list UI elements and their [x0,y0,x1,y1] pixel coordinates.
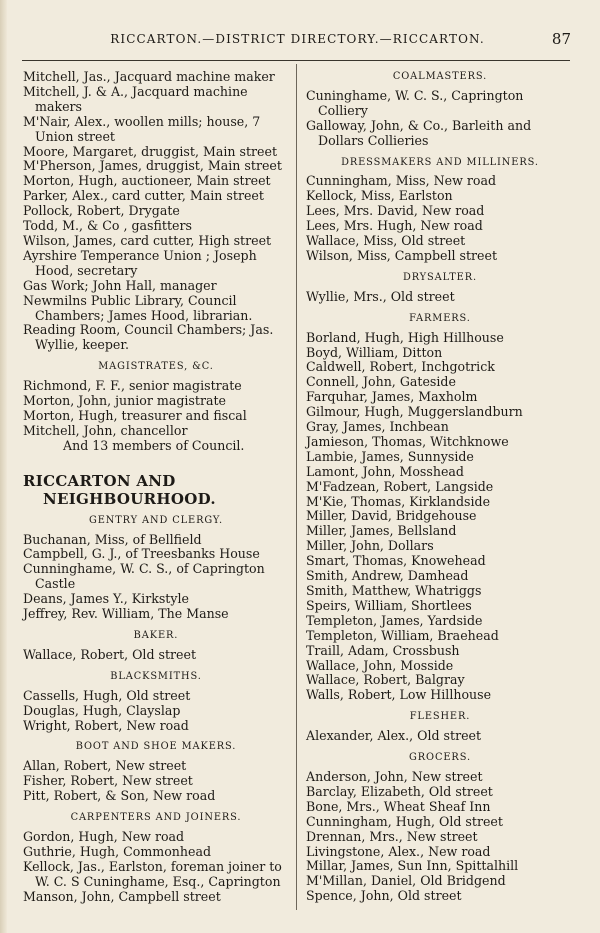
directory-entry: Gray, James, Inchbean [306,419,449,435]
section-heading-grocers: GROCERS. [409,752,471,764]
top-entries [23,70,289,353]
directory-entry: Ayrshire Temperance Union ; Joseph Hood, secretary [23,247,261,278]
directory-entry: Kellock, Jas., Earlston, foreman joiner to W. C. S Cuninghame, Esq., Caprington [23,858,286,889]
directory-entry: Connell, John, Gateside [306,374,456,390]
directory-entry: Lees, Mrs. Hugh, New road [306,218,483,234]
directory-entry: Wright, Robert, New road [23,717,189,733]
directory-entry: Traill, Adam, Crossbush [306,642,460,658]
section-heading-drysalter: DRYSALTER. [402,271,478,283]
header-rule [22,60,570,61]
directory-entry: Wallace, Robert, Old street [23,646,197,662]
directory-entry: Livingstone, Alex., New road [306,843,491,859]
directory-entry: Cuninghame, W. C. S., Caprington Colliery [306,87,528,118]
council-note: And 13 members of Council. [63,437,245,453]
section-heading-magistrates: MAGISTRATES, &C. [98,361,214,373]
directory-entry: Moore, Margaret, druggist, Main street [23,143,278,159]
column-divider [296,64,297,910]
directory-entry: Jeffrey, Rev. William, The Manse [23,606,229,622]
directory-entry: Speirs, William, Shortlees [306,597,472,613]
directory-entry: Todd, M., & Co , gasfitters [23,218,192,234]
directory-entry: Wallace, John, Mosside [306,657,454,673]
directory-entry: Boyd, William, Ditton [306,344,443,360]
directory-entry: Newmilns Public Library, Council Chambers; James Hood, librarian. [23,292,253,323]
running-header [20,30,575,50]
directory-entry: M'Kie, Thomas, Kirklandside [306,493,491,509]
district-heading: RICCARTON AND NEIGHBOURHOOD. [23,471,216,508]
directory-entry: Richmond, F. F., senior magistrate [23,378,242,394]
directory-entry: Wallace, Miss, Old street [306,233,466,249]
directory-entry: M'Nair, Alex., woollen mills; house, 7 Union street [23,113,265,144]
directory-entry: Gilmour, Hugh, Muggerslandburn [306,404,523,420]
directory-entry: Gas Work; John Hall, manager [23,277,217,293]
running-title: RICCARTON.—DISTRICT DIRECTORY.—RICCARTON. [110,32,485,46]
directory-entry: Walls, Robert, Low Hillhouse [306,687,492,703]
directory-entry: M'Pherson, James, druggist, Main street [23,158,282,174]
directory-entry: Pollock, Robert, Drygate [23,203,180,219]
section-heading-boot-shoe: BOOT AND SHOE MAKERS. [75,741,237,753]
directory-entry: Spence, John, Old street [306,888,462,904]
directory-entry: Millar, James, Sun Inn, Spittalhill [306,858,519,874]
directory-entry: Cunningham, Hugh, Old street [306,813,503,829]
directory-entry: Morton, Hugh, treasurer and fiscal [23,407,247,423]
directory-entry: Morton, John, junior magistrate [23,393,226,409]
directory-entry: Douglas, Hugh, Clayslap [23,702,181,718]
directory-entry: M'Millan, Daniel, Old Bridgend [306,873,506,889]
directory-entry: Cunninghame, W. C. S., of Caprington Castle [23,561,269,592]
directory-entry: Caldwell, Robert, Inchgotrick [306,359,495,375]
directory-entry: Miller, David, Bridgehouse [306,508,477,524]
directory-entry: Campbell, G. J., of Treesbanks House [23,546,260,562]
directory-entry: Borland, Hugh, High Hillhouse [306,329,504,345]
directory-entry: Pitt, Robert, & Son, New road [23,788,216,804]
directory-entry: Allan, Robert, New street [23,758,187,774]
directory-entry: Smith, Andrew, Damhead [306,568,469,584]
directory-entry: Fisher, Robert, New street [23,773,193,789]
directory-entry: Parker, Alex., card cutter, Main street [23,188,264,204]
directory-entry: Templeton, William, Braehead [306,627,499,643]
directory-entry: Galloway, John, & Co., Barleith and Dollars Collieries [306,117,536,148]
directory-entry: Reading Room, Council Chambers; Jas. Wyllie, keeper. [23,322,278,353]
directory-entry: Wilson, James, card cutter, High street [23,232,272,248]
directory-entry: Cassells, Hugh, Old street [23,687,191,703]
section-heading-dressmakers: DRESSMAKERS AND MILLINERS. [341,156,539,168]
section-heading-carpenters: CARPENTERS AND JOINERS. [70,812,242,824]
directory-entry: Templeton, James, Yardside [306,612,483,628]
directory-entry: Buchanan, Miss, of Bellfield [23,531,202,547]
left-column [23,70,289,905]
directory-entry: Mitchell, John, chancellor [23,422,188,438]
section-heading-farmers: FARMERS. [409,312,471,324]
directory-entry: Mitchell, J. & A., Jacquard machine makers [23,83,252,114]
right-column [306,70,574,904]
directory-entry: Lamont, John, Mosshead [306,463,464,479]
section-heading-baker: BAKER. [133,630,179,641]
directory-entry: Wallace, Robert, Balgray [306,672,465,688]
directory-entry: Farquhar, James, Maxholm [306,389,478,405]
page-binding-edge [0,0,7,933]
directory-entry: Cunningham, Miss, New road [306,173,497,189]
section-heading-flesher: FLESHER. [409,711,471,723]
directory-entry: Kellock, Miss, Earlston [306,188,453,204]
directory-entry: Lambie, James, Sunnyside [306,448,474,464]
directory-entry: Wilson, Miss, Campbell street [306,247,498,263]
section-heading-gentry: GENTRY AND CLERGY. [88,514,224,526]
directory-entry: Drennan, Mrs., New street [306,828,478,844]
directory-entry: Wyllie, Mrs., Old street [306,288,455,304]
directory-entry: M'Fadzean, Robert, Langside [306,478,494,494]
directory-entry: Deans, James Y., Kirkstyle [23,591,189,607]
directory-entry: Manson, John, Campbell street [23,888,221,904]
directory-entry: Smart, Thomas, Knowehead [306,553,486,569]
directory-entry: Miller, John, Dollars [306,538,434,554]
directory-entry: Lees, Mrs. David, New road [306,203,485,219]
directory-entry: Smith, Matthew, Whatriggs [306,583,482,598]
directory-entry: Barclay, Elizabeth, Old street [306,783,493,799]
directory-entry: Anderson, John, New street [306,768,483,784]
directory-entry: Alexander, Alex., Old street [306,728,482,744]
directory-entry: Gordon, Hugh, New road [23,828,185,844]
page-number: 87 [551,30,571,48]
directory-entry: Mitchell, Jas., Jacquard machine maker [23,69,275,84]
directory-entry: Morton, Hugh, auctioneer, Main street [23,173,271,189]
directory-entry: Bone, Mrs., Wheat Sheaf Inn [306,798,491,814]
directory-entry: Guthrie, Hugh, Commonhead [23,843,212,859]
section-heading-coalmasters: COALMASTERS. [392,71,488,82]
directory-entry: Jamieson, Thomas, Witchknowe [306,433,509,449]
directory-entry: Miller, James, Bellsland [306,523,457,539]
section-heading-blacksmiths: BLACKSMITHS. [110,670,202,682]
